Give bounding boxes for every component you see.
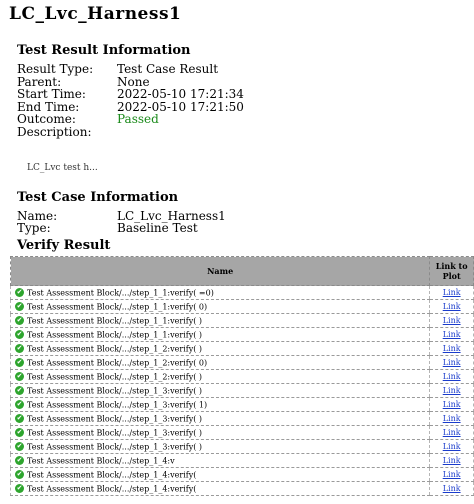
table-row [11,426,474,440]
row-name-text: Test Assessment Block/.../step_1_3:verify( ) [27,386,203,396]
row-name-text: Test Assessment Block/.../step_1_2:verify( ) [27,372,203,382]
table-row [11,412,474,426]
plot-link[interactable]: Link [442,372,461,381]
row-name-cell [11,384,430,398]
plot-link[interactable]: Link [442,484,461,493]
pass-check-icon: ✔ [16,428,23,437]
row-link-cell [430,426,474,440]
type-label: Type: [17,221,51,235]
row-name-cell [11,454,430,468]
end-time-value: 2022-05-10 17:21:50 [117,100,244,114]
pass-check-icon: ✔ [16,456,23,465]
result-type-label: Result Type: [17,62,94,76]
plot-link[interactable]: Link [442,358,461,367]
type-value: Baseline Test [117,221,198,235]
row-link-cell [430,482,474,496]
row-link-cell [430,342,474,356]
plot-link[interactable]: Link [442,344,461,353]
row-name-cell [11,342,430,356]
row-name-cell [11,356,430,370]
description-text: LC_Lvc test h... [27,163,98,173]
table-row [11,286,474,300]
table-row [11,370,474,384]
verify-table [10,256,474,496]
start-time-label: Start Time: [17,87,86,101]
row-link-cell [430,328,474,342]
row-name-text: Test Assessment Block/.../step_1_4:verify( [27,470,197,480]
row-name-text: Test Assessment Block/.../step_1_1:verify( ) [27,316,203,326]
end-time-label: End Time: [17,100,80,114]
table-row [11,440,474,454]
row-name-text: Test Assessment Block/.../step_1_4:verify( [27,484,197,494]
table-row [11,454,474,468]
plot-link[interactable]: Link [442,400,461,409]
row-name-cell [11,412,430,426]
row-name-cell [11,468,430,482]
plot-link[interactable]: Link [442,386,461,395]
pass-check-icon: ✔ [16,470,23,479]
row-name-text: Test Assessment Block/.../step_1_3:verify( 1) [27,400,208,410]
row-link-cell [430,454,474,468]
result-type-value: Test Case Result [117,62,219,76]
pass-check-icon: ✔ [16,442,23,451]
column-header-link: Link to Plot [430,257,474,286]
pass-check-icon: ✔ [16,400,23,409]
row-name-text: Test Assessment Block/.../step_1_2:verify( ) [27,344,203,354]
row-link-cell [430,412,474,426]
plot-link[interactable]: Link [442,470,461,479]
table-row [11,468,474,482]
pass-check-icon: ✔ [16,316,23,325]
row-name-text: Test Assessment Block/.../step_1_2:verify( 0) [27,358,208,368]
page-title: LC_Lvc_Harness1 [9,4,182,24]
pass-check-icon: ✔ [16,344,23,353]
row-name-text: Test Assessment Block/.../step_1_1:verify( ) [27,330,203,340]
row-name-cell [11,398,430,412]
table-row [11,314,474,328]
test-case-heading: Test Case Information [17,190,179,205]
row-link-cell [430,356,474,370]
row-name-cell [11,482,430,496]
row-name-cell [11,300,430,314]
parent-label: Parent: [17,75,62,89]
plot-link[interactable]: Link [442,316,461,325]
plot-link[interactable]: Link [442,414,461,423]
row-link-cell [430,398,474,412]
row-name-cell [11,370,430,384]
table-row [11,482,474,496]
row-name-cell [11,328,430,342]
pass-check-icon: ✔ [16,484,23,493]
table-row [11,328,474,342]
row-link-cell [430,370,474,384]
verify-table-body [11,286,474,496]
row-link-cell [430,314,474,328]
outcome-label: Outcome: [17,112,76,126]
row-link-cell [430,440,474,454]
row-link-cell [430,300,474,314]
plot-link[interactable]: Link [442,330,461,339]
row-name-cell [11,314,430,328]
plot-link[interactable]: Link [442,302,461,311]
row-link-cell [430,468,474,482]
plot-link[interactable]: Link [442,442,461,451]
test-result-heading: Test Result Information [17,43,191,58]
row-name-text: Test Assessment Block/.../step_1_3:verify( ) [27,442,203,452]
table-row [11,398,474,412]
column-header-name: Name [11,257,430,286]
table-row [11,384,474,398]
row-name-cell [11,440,430,454]
pass-check-icon: ✔ [16,302,23,311]
plot-link[interactable]: Link [442,428,461,437]
row-name-text: Test Assessment Block/.../step_1_1:verify( =0) [27,288,214,298]
pass-check-icon: ✔ [16,288,23,297]
pass-check-icon: ✔ [16,386,23,395]
start-time-value: 2022-05-10 17:21:34 [117,87,244,101]
table-row [11,356,474,370]
row-link-cell [430,384,474,398]
row-name-text: Test Assessment Block/.../step_1_3:verify( ) [27,428,203,438]
name-value: LC_Lvc_Harness1 [117,209,226,223]
outcome-value: Passed [117,112,159,126]
pass-check-icon: ✔ [16,372,23,381]
row-name-text: Test Assessment Block/.../step_1_3:verify( ) [27,414,203,424]
row-name-cell [11,426,430,440]
row-name-text: Test Assessment Block/.../step_1_1:verify( 0) [27,302,208,312]
name-label: Name: [17,209,58,223]
table-row [11,342,474,356]
parent-value: None [117,75,150,89]
pass-check-icon: ✔ [16,330,23,339]
row-name-cell [11,286,430,300]
description-label: Description: [17,125,92,139]
plot-link[interactable]: Link [442,456,461,465]
verify-heading: Verify Result [17,238,111,253]
row-name-text: Test Assessment Block/.../step_1_4:v [27,456,175,466]
row-link-cell [430,286,474,300]
plot-link[interactable]: Link [442,288,461,297]
verify-table-header [11,257,474,286]
pass-check-icon: ✔ [16,358,23,367]
pass-check-icon: ✔ [16,414,23,423]
table-row [11,300,474,314]
